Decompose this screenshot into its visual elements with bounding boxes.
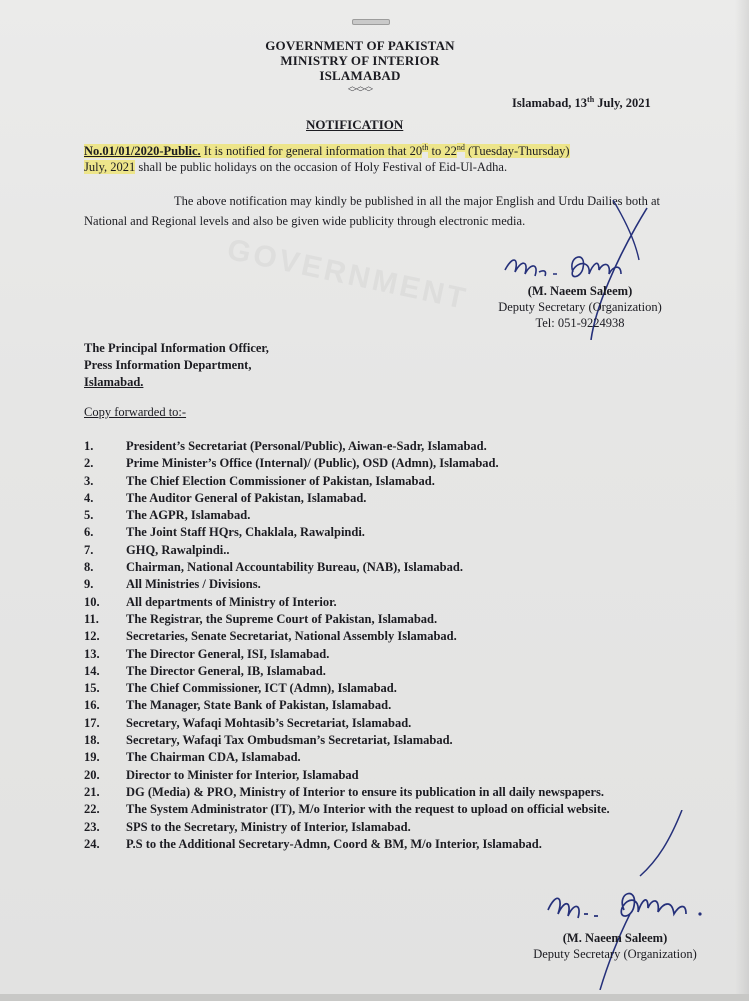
list-item: 15. The Chief Commissioner, ICT (Admn), Islamabad. [84, 681, 397, 696]
watermark: GOVERNMENT [224, 232, 471, 317]
list-item: 13. The Director General, ISI, Islamabad. [84, 646, 330, 661]
notification-reference: No.01/01/2020-Public. [84, 144, 201, 159]
list-item: 19. The Chairman CDA, Islamabad. [84, 750, 301, 765]
list-item: 4. The Auditor General of Pakistan, Islamabad. [84, 490, 367, 505]
issue-date: Islamabad, 13th July, 2021 [512, 95, 651, 111]
list-item: 23. SPS to the Secretary, Ministry of Interior, Islamabad. [84, 819, 411, 834]
header-ministry: MINISTRY OF INTERIOR [280, 53, 440, 68]
signatory-name: (M. Naeem Saleem) [527, 284, 633, 298]
signature-bottom-icon [540, 810, 730, 990]
list-item: 2. Prime Minister’s Office (Internal)/ (Public), OSD (Admn), Islamabad. [84, 456, 499, 471]
copy-forwarded-title: Copy forwarded to:- [84, 405, 187, 419]
signatory-name: (M. Naeem Saleem) [562, 931, 668, 945]
list-item: 16. The Manager, State Bank of Pakistan, Islamabad. [84, 698, 392, 713]
list-item: 24. P.S to the Additional Secretary-Admn, Coord & BM, M/o Interior, Islamabad. [84, 836, 542, 851]
publication-paragraph: The above notification may kindly be published in all the major English and Urdu Dailies both at National and Regional levels and also be given wide publicity through electronic media. [84, 194, 661, 228]
list-item: 18. Secretary, Wafaqi Tax Ombudsman’s Secretariat, Islamabad. [84, 733, 453, 748]
list-item: 22. The System Administrator (IT), M/o Interior with the request to upload on official website. [84, 802, 610, 817]
signatory-designation: Deputy Secretary (Organization) [533, 947, 697, 961]
signature-block-bottom [505, 930, 725, 962]
list-item: 11. The Registrar, the Supreme Court of Pakistan, Islamabad. [84, 611, 438, 626]
signatory-designation: Deputy Secretary (Organization) [498, 300, 662, 314]
list-item: 21. DG (Media) & PRO, Ministry of Interior to ensure its publication in all daily newspapers. [84, 784, 605, 799]
page-bottom-edge [0, 994, 749, 1001]
list-item: 7. GHQ, Rawalpindi.. [84, 542, 230, 557]
list-item: 17. Secretary, Wafaqi Mohtasib’s Secretariat, Islamabad. [84, 715, 412, 730]
list-item: 3. The Chief Election Commissioner of Pakistan, Islamabad. [84, 473, 435, 488]
signature-block-top [480, 283, 680, 331]
addressee-block: The Principal Information Officer, Press Information Department, Islamabad. [84, 341, 269, 389]
staple-mark [352, 19, 390, 25]
list-item: 1. President’s Secretariat (Personal/Public), Aiwan-e-Sadr, Islamabad. [84, 439, 487, 453]
header-city: ISLAMABAD [319, 68, 401, 83]
list-item: 10. All departments of Ministry of Interior. [84, 594, 337, 609]
notification-paragraph: No.01/01/2020-Public. It is notified for general information that 20th to 22nd (Tuesday-Thursday) July, 2021 shall be public holidays on the occasion of Holy Festival of Eid-Ul-Adha. [84, 143, 570, 175]
list-item: 12. Secretaries, Senate Secretariat, National Assembly Islamabad. [84, 629, 457, 644]
recipient-list [84, 438, 724, 853]
list-item: 8. Chairman, National Accountability Bureau, (NAB), Islamabad. [84, 560, 463, 575]
list-item: 20. Director to Minister for Interior, Islamabad [84, 767, 359, 782]
list-item: 14. The Director General, IB, Islamabad. [84, 663, 326, 678]
header-ornament: <><><> [347, 84, 373, 94]
signatory-phone: Tel: 051-9224938 [535, 316, 625, 330]
header-government: GOVERNMENT OF PAKISTAN [265, 38, 455, 53]
notification-title: NOTIFICATION [306, 117, 404, 132]
page-edge-shadow [735, 0, 749, 1001]
list-item: 6. The Joint Staff HQrs, Chaklala, Rawalpindi. [84, 525, 365, 540]
list-item: 5. The AGPR, Islamabad. [84, 508, 251, 523]
list-item: 9. All Ministries / Divisions. [84, 577, 261, 592]
